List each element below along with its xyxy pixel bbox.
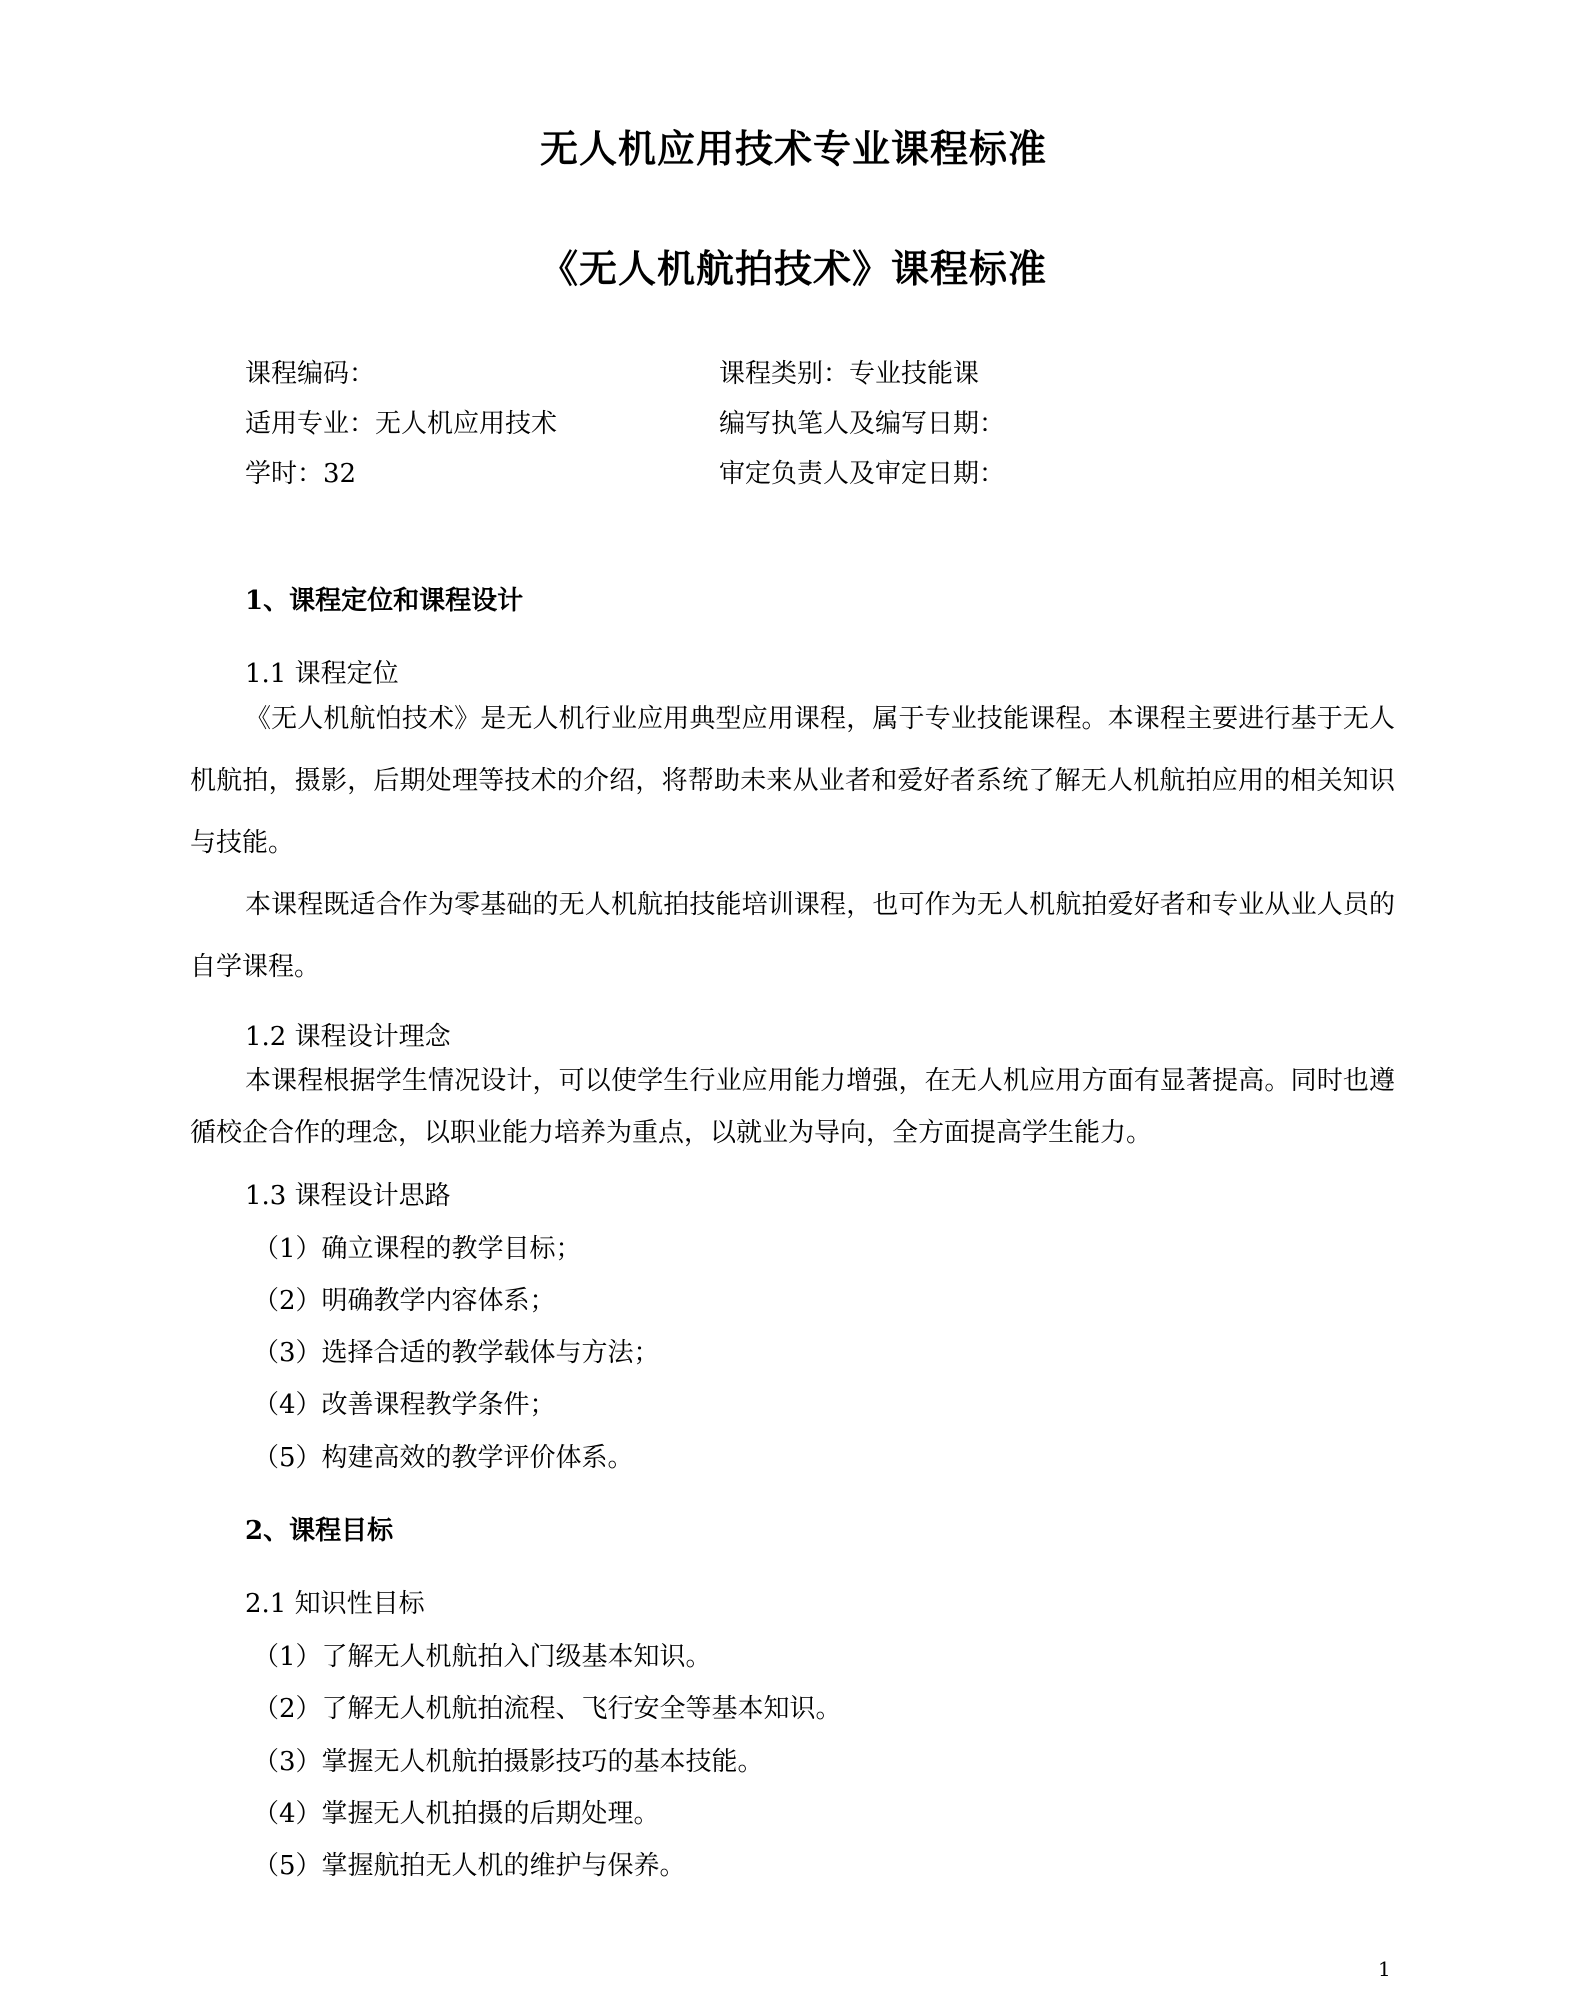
- list-item: （5）构建高效的教学评价体系。: [253, 1443, 634, 1473]
- list-item: （5）掌握航拍无人机的维护与保养。: [253, 1851, 686, 1881]
- list-item: （1）了解无人机航拍入门级基本知识。: [253, 1642, 712, 1672]
- paragraph: 《无人机航怕技术》是无人机行业应用典型应用课程，属于专业技能课程。本课程主要进行基于无人机航拍，摄影，后期处理等技术的介绍，将帮助未来从业者和爱好者系统了解无人机航拍应用的相关知识与技能。: [190, 704, 1395, 858]
- list-item: （3）掌握无人机航拍摄影技巧的基本技能。: [253, 1747, 764, 1777]
- list-item: （3）选择合适的教学载体与方法；: [253, 1338, 660, 1368]
- course-code: 课程编码：: [245, 359, 376, 389]
- class-hours: 学时：32: [245, 459, 357, 489]
- applicable-major: 适用专业：无人机应用技术: [245, 409, 558, 439]
- section-heading: 2、课程目标: [245, 1516, 394, 1546]
- course-type: 课程类别：专业技能课: [719, 359, 980, 389]
- section-heading: 1、课程定位和课程设计: [245, 586, 524, 616]
- page-number: 1: [1378, 1957, 1391, 1981]
- subsection-heading: 1.2 课程设计理念: [245, 1022, 451, 1052]
- list-item: （1）确立课程的教学目标；: [253, 1234, 582, 1264]
- document-title: 无人机应用技术专业课程标准: [539, 126, 1047, 171]
- reviewer-date: 审定负责人及审定日期：: [719, 459, 1006, 489]
- paragraph: 本课程根据学生情况设计，可以使学生行业应用能力增强，在无人机应用方面有显著提高。同时也遵循校企合作的理念，以职业能力培养为重点，以就业为导向，全方面提高学生能力。: [190, 1066, 1395, 1148]
- course-title: 《无人机航拍技术》课程标准: [539, 246, 1047, 291]
- list-item: （2）明确教学内容体系；: [253, 1286, 556, 1316]
- subsection-heading: 1.3 课程设计思路: [245, 1181, 451, 1211]
- list-item: （4）改善课程教学条件；: [253, 1390, 556, 1420]
- subsection-heading: 2.1 知识性目标: [245, 1589, 425, 1619]
- author-date: 编写执笔人及编写日期：: [719, 409, 1006, 439]
- subsection-heading: 1.1 课程定位: [245, 659, 399, 689]
- list-item: （4）掌握无人机拍摄的后期处理。: [253, 1799, 660, 1829]
- paragraph: 本课程既适合作为零基础的无人机航拍技能培训课程，也可作为无人机航拍爱好者和专业从业人员的自学课程。: [190, 890, 1395, 982]
- list-item: （2）了解无人机航拍流程、飞行安全等基本知识。: [253, 1694, 842, 1724]
